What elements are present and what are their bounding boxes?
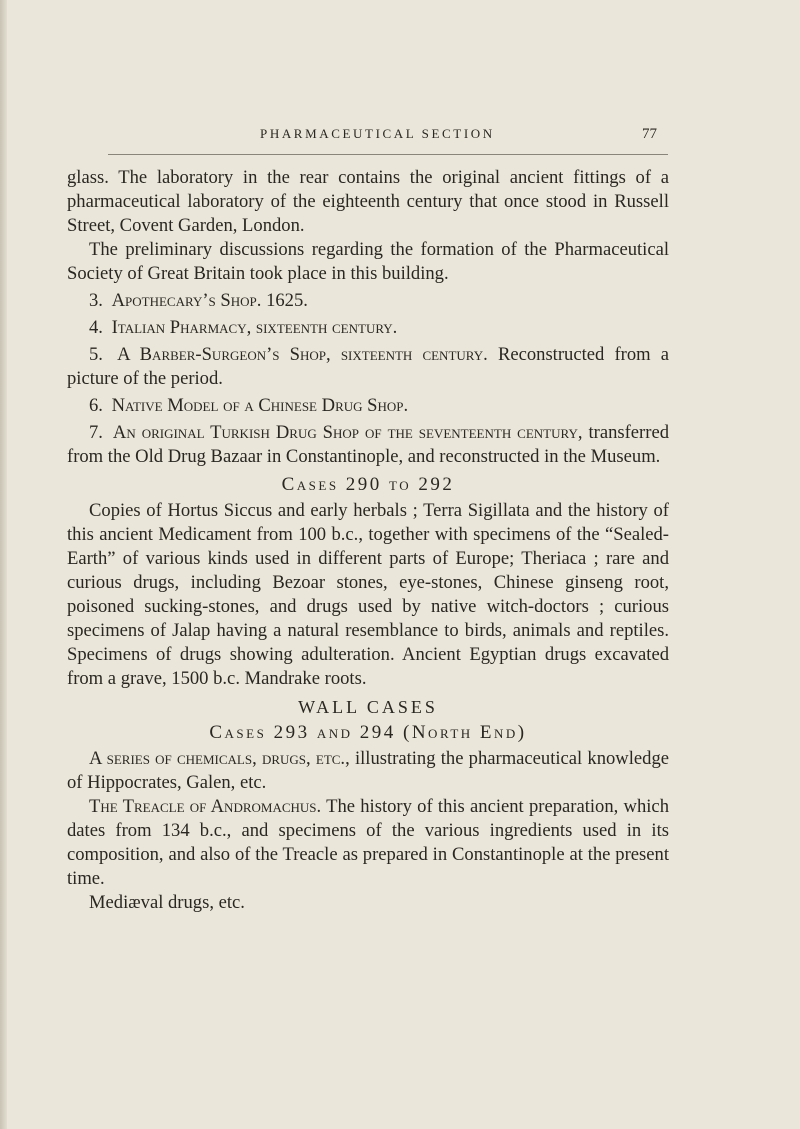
page-body: [67, 166, 669, 915]
paragraph-text: illustrating the pharmaceutical knowledge of Hippocrates, Galen, etc.: [67, 748, 670, 793]
item-text: transferred from the Old Drug Bazaar in Constantinople, and reconstructed in the Museum.: [67, 422, 669, 467]
heading-cases-293-294: Cases 293 and 294 (North End): [209, 722, 527, 743]
page-header: [0, 124, 800, 144]
item-text: 1625.: [266, 290, 308, 311]
numbered-item-5: [67, 343, 669, 391]
paragraph-treacle-of-andromachus: [67, 795, 669, 891]
item-number: 6.: [89, 395, 103, 416]
numbered-item-6: [67, 394, 669, 418]
item-number: 3.: [89, 290, 103, 311]
paragraph-series-of-chemicals: [67, 747, 669, 795]
item-title: Apothecary’s Shop.: [111, 290, 262, 311]
heading-wall-cases: WALL CASES: [298, 697, 438, 717]
numbered-item-4: [67, 316, 669, 340]
paragraph-preliminary-discussions: The preliminary discussions regarding the formation of the Pharmaceutical Society of Great Britain took place in this building.: [67, 239, 669, 284]
item-number: 7.: [89, 422, 103, 443]
item-number: 4.: [89, 317, 103, 338]
lead-words: The Treacle of Andromachus.: [89, 796, 322, 817]
heading-cases-290-292: Cases 290 to 292: [281, 474, 455, 495]
header-rule: [108, 154, 668, 155]
numbered-item-7: [67, 421, 669, 469]
numbered-item-3: [67, 289, 669, 313]
item-number: 5.: [89, 344, 103, 365]
item-title: Native Model of a Chinese Drug Shop.: [111, 395, 409, 416]
page-number: 77: [642, 126, 657, 142]
lead-words: A series of chemicals, drugs, etc.,: [89, 748, 350, 769]
paragraph-text: The history of this ancient preparation, which dates from 134 b.c., and specimens of the various ingredients used in its composition, and also of the Treacle as prepared in Constantinople at the present time.: [67, 796, 669, 889]
page-edge-shadow: [0, 0, 7, 1129]
item-title: An original Turkish Drug Shop of the seventeenth century,: [112, 422, 583, 443]
paragraph-cases-290-292: Copies of Hortus Siccus and early herbals ; Terra Sigillata and the history of this ancient Medicament from 100 b.c., together with specimens of the “Sealed-Earth” of various kinds used in different parts of Europe; Theriaca ; rare and curious drugs, including Bezoar stones, eye-stones, Chinese ginseng root, poisoned sucking-stones, and drugs used by native witch-doctors ; curious specimens of Jalap having a natural resemblance to birds, animals and reptiles. Specimens of drugs showing adulteration. Ancient Egyptian drugs excavated from a grave, 1500 b.c. Mandrake roots.: [67, 500, 669, 689]
item-title: Italian Pharmacy, sixteenth century.: [111, 317, 398, 338]
paragraph-laboratory: glass. The laboratory in the rear contains the original ancient fittings of a pharmaceutical laboratory of the eighteenth century that once stood in Russell Street, Covent Garden, London.: [67, 167, 669, 236]
item-title: A Barber-Surgeon’s Shop, sixteenth century.: [117, 344, 488, 365]
item-text: Reconstructed from a picture of the period.: [67, 344, 669, 389]
paragraph-mediaeval-drugs: Mediæval drugs, etc.: [89, 892, 245, 913]
running-title: PHARMACEUTICAL SECTION: [260, 126, 495, 141]
